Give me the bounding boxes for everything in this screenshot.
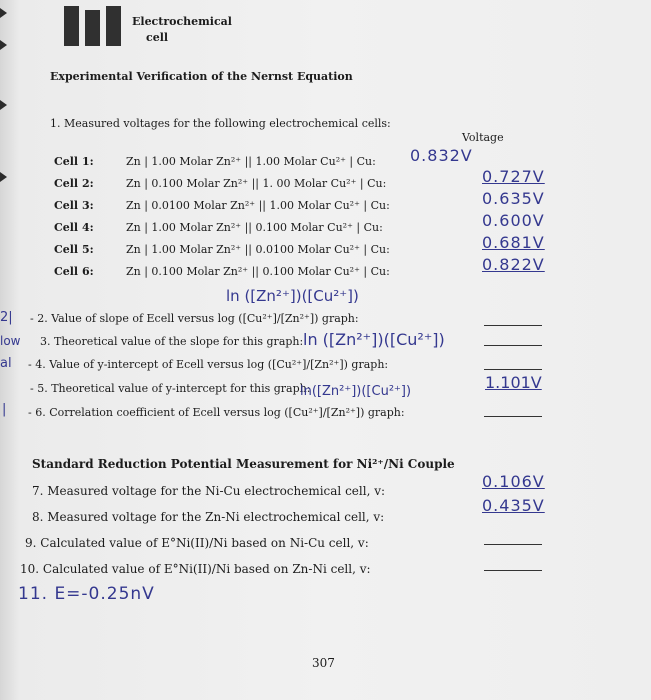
cell-description: Zn | 1.00 Molar Zn²⁺ || 0.100 Molar Cu²⁺ | Cu: (126, 221, 383, 234)
margin-arrow-icon (0, 8, 7, 18)
question-9: 9. Calculated value of E°Ni(II)/Ni based on Ni-Cu cell, v: (25, 536, 369, 550)
cell-label: Cell 2: (54, 177, 94, 190)
voltage-column-header: Voltage (462, 131, 504, 144)
handwritten-answer: 1.101V (485, 373, 542, 392)
margin-arrow-icon (0, 100, 7, 110)
question-10: 10. Calculated value of E°Ni(II)/Ni based on Zn-Ni cell, v: (20, 562, 371, 576)
header-title-line1: Electrochemical (132, 15, 232, 28)
cell-description: Zn | 0.0100 Molar Zn²⁺ || 1.00 Molar Cu²⁺ | Cu: (126, 199, 390, 212)
handwritten-answer: 0.106V (482, 472, 545, 491)
margin-arrow-icon (0, 172, 7, 182)
reduction-section-title: Standard Reduction Potential Measurement for Ni²⁺/Ni Couple (32, 457, 455, 471)
header-title-line2: cell (146, 31, 169, 44)
cell-label: Cell 5: (54, 243, 94, 256)
handwritten-ln-note: ln ([Zn²⁺])([Cu²⁺]) (226, 287, 359, 305)
handwritten-voltage: 0.635V (482, 189, 545, 208)
answer-blank (484, 570, 542, 571)
handwritten-voltage: 0.727V (482, 167, 545, 186)
question-7: 7. Measured voltage for the Ni-Cu electrochemical cell, v: (32, 484, 386, 498)
cell-label: Cell 6: (54, 265, 94, 278)
margin-arrow-icon (0, 40, 7, 50)
question-2: - 2. Value of slope of Ecell versus log ([Cu²⁺]/[Zn²⁺]) graph: (30, 312, 359, 325)
cell-label: Cell 4: (54, 221, 94, 234)
answer-blank (484, 325, 542, 326)
answer-blank (484, 544, 542, 545)
page-number: 307 (312, 656, 335, 670)
handwritten-margin-note: 2| (0, 310, 13, 325)
cell-label: Cell 3: (54, 199, 94, 212)
answer-blank (484, 345, 542, 346)
header-block (85, 10, 100, 46)
cell-label: Cell 1: (54, 155, 94, 168)
question-1: 1. Measured voltages for the following electrochemical cells: (50, 117, 391, 130)
header-block (106, 6, 121, 46)
handwritten-answer: 0.435V (482, 496, 545, 515)
cell-description: Zn | 1.00 Molar Zn²⁺ || 0.0100 Molar Cu²⁺ | Cu: (126, 243, 390, 256)
handwritten-ln-note: ln([Zn²⁺])([Cu²⁺]) (300, 384, 412, 399)
question-4: - 4. Value of y-intercept of Ecell versus log ([Cu²⁺]/[Zn²⁺]) graph: (28, 358, 389, 371)
answer-blank (484, 416, 542, 417)
handwritten-ln-note: ln ([Zn²⁺])([Cu²⁺]) (303, 330, 445, 349)
answer-blank (484, 369, 542, 370)
handwritten-voltage: 0.822V (482, 255, 545, 274)
question-3: 3. Theoretical value of the slope for this graph: (40, 335, 304, 348)
cell-description: Zn | 1.00 Molar Zn²⁺ || 1.00 Molar Cu²⁺ | Cu: (126, 155, 376, 168)
handwritten-voltage: 0.832V (410, 146, 473, 165)
handwritten-voltage: 0.681V (482, 233, 545, 252)
question-5: - 5. Theoretical value of y-intercept for this graph: (30, 382, 311, 395)
handwritten-voltage: 0.600V (482, 211, 545, 230)
handwritten-margin-note: | (2, 402, 7, 417)
handwritten-margin-note: low (0, 334, 21, 348)
question-8: 8. Measured voltage for the Zn-Ni electrochemical cell, v: (32, 510, 385, 524)
cell-description: Zn | 0.100 Molar Zn²⁺ || 0.100 Molar Cu²⁺ | Cu: (126, 265, 390, 278)
section-title: Experimental Verification of the Nernst Equation (50, 70, 353, 83)
header-title (132, 14, 232, 46)
header-logo-blocks (64, 6, 121, 46)
handwritten-margin-note: al (0, 356, 12, 371)
cell-description: Zn | 0.100 Molar Zn²⁺ || 1. 00 Molar Cu²⁺ | Cu: (126, 177, 387, 190)
question-6: - 6. Correlation coefficient of Ecell versus log ([Cu²⁺]/[Zn²⁺]) graph: (28, 406, 405, 419)
header-block (64, 6, 79, 46)
handwritten-answer: 11. E=-0.25nV (18, 584, 155, 604)
